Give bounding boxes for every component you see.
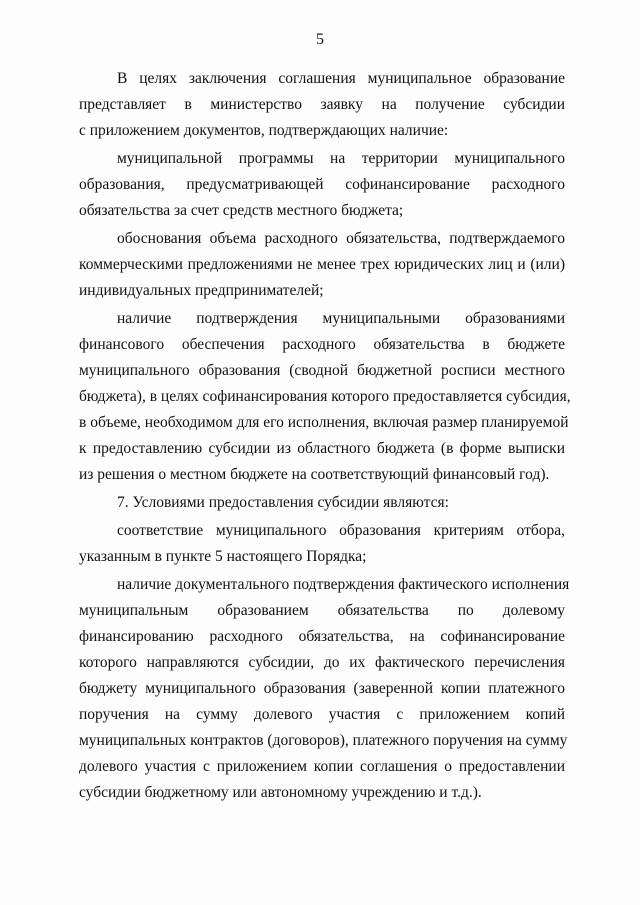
text-line: представляет в министерство заявку на получение субсидии xyxy=(79,96,565,113)
paragraph-documentary-confirmation xyxy=(79,572,570,806)
text-line: поручения на сумму долевого участия с приложением копий xyxy=(79,706,565,723)
paragraph-municipal-program xyxy=(79,146,565,224)
text-line: соответствие муниципального образования критериям отбора, xyxy=(117,522,565,539)
paragraph-justification xyxy=(79,226,565,304)
text-line: обоснования объема расходного обязательства, подтверждаемого xyxy=(117,230,565,247)
text-line: коммерческими предложениями не менее трех юридических лиц и (или) xyxy=(79,256,565,273)
document-body xyxy=(79,66,571,808)
paragraph-agreement-application xyxy=(79,66,565,144)
page-number: 5 xyxy=(316,31,324,48)
text-line: 7. Условиями предоставления субсидии являются: xyxy=(117,494,449,511)
text-line: наличие подтверждения муниципальными образованиями xyxy=(117,310,565,327)
paragraph-financial-confirmation xyxy=(79,306,571,488)
text-line: в объеме, необходимом для его исполнения, включая размер планируемой xyxy=(79,414,569,431)
text-line: муниципальных контрактов (договоров), платежного поручения на сумму xyxy=(79,732,568,749)
text-line: наличие документального подтверждения фактического исполнения xyxy=(117,576,570,593)
text-line: к предоставлению субсидии из областного бюджета (в форме выписки xyxy=(79,440,565,457)
text-line: муниципальным образованием обязательства по долевому xyxy=(79,602,565,619)
paragraph-criteria-compliance xyxy=(79,518,565,570)
text-line: финансированию расходного обязательства, на софинансирование xyxy=(79,628,565,645)
text-line: бюджета), в целях софинансирования которого предоставляется субсидия, xyxy=(79,388,571,405)
text-line: В целях заключения соглашения муниципальное образование xyxy=(117,70,565,87)
text-line: указанным в пункте 5 настоящего Порядка; xyxy=(79,548,367,565)
text-line: финансового обеспечения расходного обязательства в бюджете xyxy=(79,336,565,353)
text-line: которого направляются субсидии, до их фактического перечисления xyxy=(79,654,565,671)
text-line: из решения о местном бюджете на соответствующий финансовый год). xyxy=(79,466,550,483)
text-line: образования, предусматривающей софинансирование расходного xyxy=(79,176,565,193)
text-line: муниципального образования (сводной бюджетной росписи местного xyxy=(79,362,565,379)
text-line: бюджету муниципального образования (заверенной копии платежного xyxy=(79,680,565,697)
text-line: с приложением документов, подтверждающих наличие: xyxy=(79,122,449,139)
text-line: обязательства за счет средств местного бюджета; xyxy=(79,202,404,219)
paragraph-section-7-heading xyxy=(79,490,565,516)
text-line: индивидуальных предпринимателей; xyxy=(79,282,324,299)
text-line: муниципальной программы на территории муниципального xyxy=(117,150,565,167)
text-line: субсидии бюджетному или автономному учреждению и т.д.). xyxy=(79,784,482,801)
text-line: долевого участия с приложением копии соглашения о предоставлении xyxy=(79,758,565,775)
